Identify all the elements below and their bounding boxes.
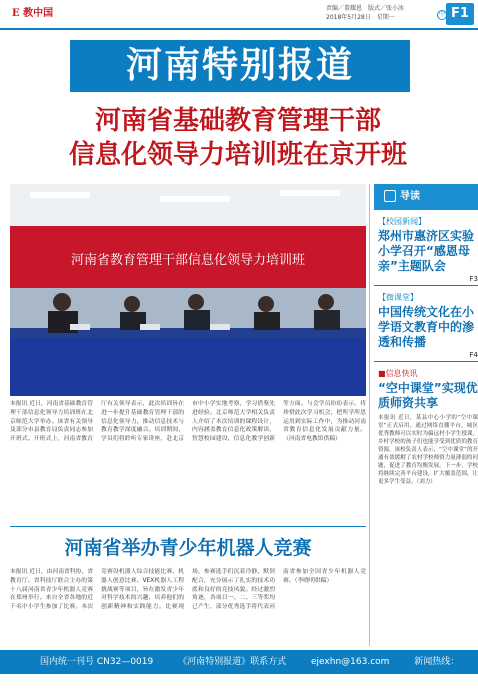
section-banner: 河南特别报道 [70,40,410,92]
editor-credit: 责编／董耀恩 [326,5,363,12]
guide-item-title[interactable]: 中国传统文化在小学语文教育中的渗透和传播 [378,305,475,349]
newspaper-logo: E 教中国 [12,8,54,19]
guide-item-page: F4 [374,351,478,362]
page-header [0,0,478,30]
news-flash-title: “空中课堂”实现优质师资共享 [378,381,478,410]
issue-date: 2018年5月28日 [326,14,371,21]
layout-credit: 版式／张小冰 [368,5,405,12]
guide-item-tag: 【微课堂】 [378,293,418,302]
footer-email: ejexhn@163.com [311,657,390,667]
news-flash-tag: ■信息快讯 [378,369,418,378]
guide-item-title[interactable]: 郑州市惠济区实验小学召开“感恩母亲”主题队会 [378,229,475,273]
conference-photo [10,184,366,396]
article-body: 本报讯 近日，河南省基础教育管理干部信息化领导力培训班在北京师范大学举办。该省有关领导及部分市县教育局负责同志参加开班式。开班式上，河南省教育厅有关领导表示，此次培训旨在进一步提升基础教育管理干部的信息化领导力，推动信息技术与教育教学深度融合。培训期间，学员们将聆听专家讲座，赴北京市中小学实地考察，学习借鉴先进经验。北京师范大学相关负责人介绍了本次培训的课程设计，内容涵盖教育信息化政策解读、智慧校园建设、信息化教学创新等方面。与会学员纷纷表示，将珍惜此次学习机会，把所学所思运用到实际工作中，为推动河南省教育信息化发展贡献力量。（河南省电教馆供稿） [10,401,366,443]
news-flash-body: 本报讯 近日，某县中心小学的“空中课堂”正式启用。通过网络直播平台，城区优秀教师可以实时为偏远村小学生授课，乡村学校的孩子们也能享受到优质的教育资源。该校负责人表示，“空中课堂”的开通有效缓解了农村学校师资力量薄弱的问题，促进了教育均衡发展。下一步，学校将继续完善平台建设，扩大覆盖范围，让更多学生受益。（刘力） [378,415,478,485]
guide-item-page: F3 [374,275,478,286]
guide-icon [384,190,396,202]
backdrop-banner-text: 河南省教育管理干部信息化领导力培训班 [70,253,306,268]
robot-headline: 河南省举办青少年机器人竞赛 [10,526,366,562]
sidebar-guide [374,184,478,646]
footer-agency: 《河南特别报道》联系方式 [178,657,287,667]
headline-line-1: 河南省基础教育管理干部 [94,106,381,136]
page-footer [0,650,478,691]
edition-badge: F1 [446,3,474,25]
edition-label: 中 [438,11,445,18]
issue-weekday: 星期一 [376,14,395,21]
guide-header [374,184,478,210]
headline-line-2: 信息化领导力培训班在京开班 [68,140,407,170]
conference-photo-image [10,184,366,396]
column-divider [369,184,370,646]
header-meta [326,4,410,22]
robot-article-body: 本报讯 近日，由河南省科协、省教育厅、省科技厅联合主办的第十八届河南省青少年机器人竞赛在郑州举行。来自全省各地的近千名中小学生参加了比赛。本次竞赛设机器人综合技能比赛、机器人创意比赛、VEX机器人工程挑战赛等项目，旨在激发青少年对科学技术的兴趣，培养他们的创新精神和实践能力。比赛现场，参赛选手们沉着冷静、默契配合，充分展示了扎实的技术功底和良好的竞技风貌。经过激烈角逐，各项目一、二、三等奖均已产生，部分优秀选手将代表河南省参加全国青少年机器人竞赛。（李晓明供稿） [10,569,366,611]
guide-item-tag: 【校园新闻】 [378,217,426,226]
footer-phone: 新闻热线：0371—86581365 [40,657,460,691]
headline [10,104,466,172]
guide-label: 导读 [400,191,420,202]
footer-issn: 国内统一刊号 CN32—0019 [40,657,154,667]
